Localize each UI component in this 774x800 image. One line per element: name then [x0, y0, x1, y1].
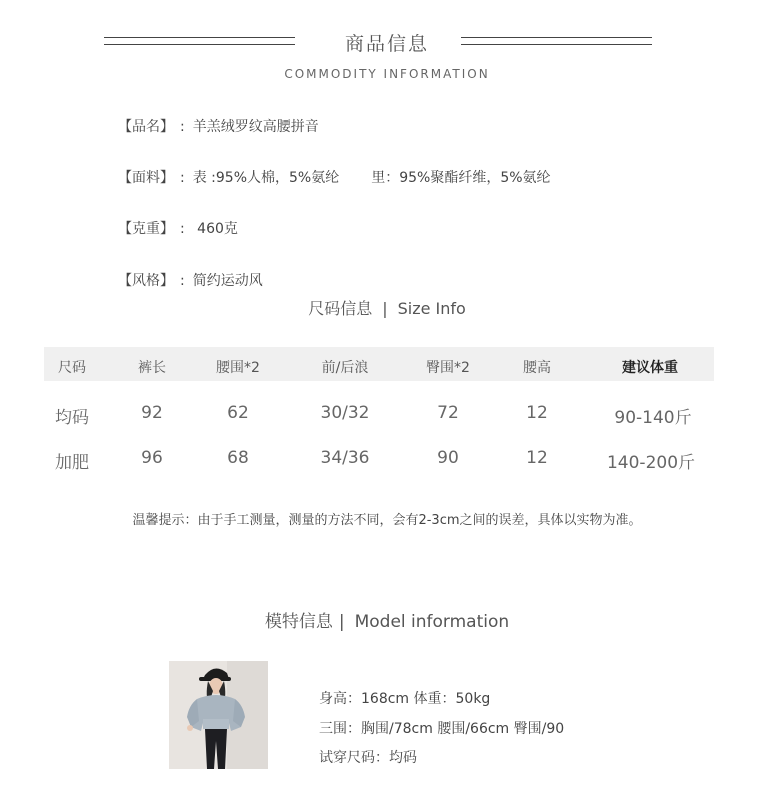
fabric-row	[118, 167, 551, 187]
table-cell: 均码	[55, 408, 89, 428]
fabric-label: 【面料】	[118, 170, 174, 186]
product-name-value: 羊羔绒罗纹高腰拼音	[192, 119, 319, 135]
table-cell: 34/36	[320, 448, 370, 468]
table-cell: 加肥	[55, 453, 89, 473]
header-right-double-line	[461, 37, 652, 45]
fabric-inner-value: 里：95%聚酯纤维，5%氨纶	[371, 170, 551, 186]
size-info-title-en: Size Info	[397, 299, 466, 318]
section-title-commodity: 商品信息	[344, 33, 429, 55]
separator: :	[180, 170, 185, 186]
model-try-on-size: 试穿尺码：均码	[319, 750, 417, 766]
table-header-cell: 前/后浪	[321, 360, 369, 376]
table-cell: 92	[141, 403, 163, 423]
model-figure-illustration	[169, 661, 268, 769]
style-row	[118, 270, 263, 290]
style-label: 【风格】	[118, 273, 174, 289]
table-cell: 12	[526, 403, 548, 423]
size-info-title-cn: 尺码信息	[308, 299, 373, 318]
model-measurements: 三围：胸围/78cm 腰围/66cm 臀围/90	[319, 721, 565, 737]
product-name-label: 【品名】	[118, 119, 174, 135]
separator: :	[180, 119, 185, 135]
section-subtitle-commodity: COMMODITY INFORMATION	[284, 67, 490, 81]
title-divider: |	[338, 612, 345, 632]
product-name-row	[118, 116, 319, 136]
table-cell: 96	[141, 448, 163, 468]
title-divider: |	[382, 299, 388, 318]
separator: :	[180, 273, 185, 289]
style-value: 简约运动风	[192, 273, 263, 289]
model-info-title-cn: 模特信息	[264, 612, 333, 632]
model-height-weight: 身高：168cm 体重：50kg	[319, 691, 491, 707]
model-info-title-en: Model information	[354, 612, 510, 632]
table-cell: 72	[437, 403, 459, 423]
weight-row	[118, 218, 238, 238]
model-photo	[169, 661, 268, 769]
table-cell: 90	[437, 448, 459, 468]
table-header-cell: 腰高	[523, 360, 551, 376]
table-cell: 30/32	[320, 403, 370, 423]
table-header-cell: 尺码	[58, 360, 86, 376]
separator: :	[180, 221, 185, 237]
table-header-cell: 臀围*2	[426, 360, 470, 376]
weight-label: 【克重】	[118, 221, 174, 237]
table-cell: 62	[227, 403, 249, 423]
table-cell: 140-200斤	[606, 453, 696, 473]
table-header-cell: 腰围*2	[216, 360, 260, 376]
measurement-note: 温馨提示：由于手工测量，测量的方法不同，会有2-3cm之间的误差，具体以实物为准。	[132, 513, 642, 528]
table-header-cell: 建议体重	[622, 360, 678, 376]
table-cell: 12	[526, 448, 548, 468]
model-info-title	[0, 607, 774, 632]
size-info-title	[0, 296, 774, 319]
weight-value: 460克	[192, 221, 238, 237]
fabric-outer-value: 表 :95%人棉，5%氨纶	[192, 170, 340, 186]
table-cell: 90-140斤	[614, 408, 692, 428]
table-cell: 68	[227, 448, 249, 468]
table-header-cell: 裤长	[138, 360, 166, 376]
